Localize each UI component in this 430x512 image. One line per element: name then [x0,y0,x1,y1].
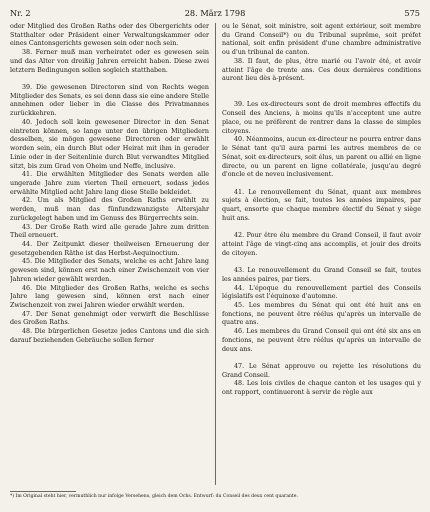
fr-article-48: 48. Les lois civiles de chaque canton et les usages qui y ont rapport, continueront à servir de règle aux [222,380,421,397]
fr-article-46: 46. Les membres du Grand Conseil qui ont été six ans en fonctions, ne peuvent être réélus qu'après un intervalle de deux ans. [222,328,421,353]
issue-number: Nr. 2 [10,8,31,18]
footnote-rule [10,491,76,492]
page-number: 575 [404,8,420,18]
de-article-47: 47. Der Senat genehmigt oder verwirft die Beschlüsse des Großen Raths. [10,310,209,327]
german-column [10,23,209,489]
de-article-46: 46. Die Mitglieder des Großen Raths, welche es sechs Jahre lang gewesen sind, können erst nach einer Zwischenzeit von zwei Jahren wieder erwählt werden. [10,284,209,309]
fr-article-47: 47. Le Sénat approuve ou rejette les résolutions du Grand Conseil. [222,363,421,379]
fr-article-38: 38. Il faut, de plus, être marié ou l'avoir été, et avoir atteint l'âge de trente ans. Ces deux dernières conditions auront lieu dès à-présent. [222,57,421,83]
de-article-44: 44. Der Zeitpunkt dieser theilweisen Erneuerung der gesetzgebenden Räthe ist das Herbst-Aequinoctium. [10,240,209,257]
de-article-39: 39. Die gewesenen Directoren sind von Rechts wegen Mitglieder des Senats, es sei denn dass sie eine andere Stelle annehmen oder lieber in die Classe des Privatmannes zurückkehren. [10,84,209,118]
fr-article-40: 40. Néanmoins, aucun ex-directeur ne pourra entrer dans le Sénat tant qu'il aura parmi les autres membres de ce Sénat, soit ex-directeurs, soit élus, un parent ou allié en ligne directe, ou un parent en ligne collatérale, jusqu'au degré d'oncle et de neveu inclusivement. [222,136,421,179]
de-article-48: 48. Die bürgerlichen Gesetze jedes Cantons und die sich darauf beziehenden Gebräuche sollen ferner [10,328,209,344]
page-date: 28. März 1798 [184,8,246,18]
page-header [10,7,420,19]
fr-article-41: 41. Le renouvellement du Sénat, quant aux membres sujets à élection, se fait, toutes les années impaires, par quart, ensorte que chaque membre électif du Sénat y siège huit ans. [222,188,421,222]
fr-article-44: 44. L'époque du renouvellement partiel des Conseils législatifs est l'équinoxe d'automne. [222,284,421,301]
footnote-text: *) Im Original steht hier, vermuthlich nur infolge Versehens, gleich dem Ochs. Entwurf: du Conseil des deux cent quarante. [10,494,298,499]
french-column [222,23,421,489]
de-article-38: 38. Ferner muß man verheiratet oder es gewesen sein und das Alter von dreißig Jahren erreicht haben. Diese zwei letztern Bedingungen sollen sogleich statthaben. [10,49,209,74]
de-article-43: 43. Der Große Rath wird alle gerade Jahre zum dritten Theil erneuert. [10,223,209,240]
de-paragraph-continued: oder Mitglied des Großen Raths oder des Obergerichts oder Statthalter oder Präsident einer Verwaltungskammer oder eines Cantonsgerichts gewesen sein oder noch sein. [10,23,209,48]
fr-article-42: 42. Pour être élu membre du Grand Conseil, il faut avoir atteint l'âge de vingt-cinq ans accomplis, et jouir des droits de citoyen. [222,232,421,257]
de-article-40: 40. Jedoch soll kein gewesener Director in den Senat eintreten können, so lange unter den übrigen Mitgliedern desselben, sie mögen gewesene Directoren oder erwählt worden sein, ein durch Blut oder Heirat mit ihm in gerader Linie oder in der Seitenlinie durch Blut verwandtes Mitglied sitzt, bis zum Grad von Oheim und Neffe, inclusive. [10,118,209,170]
footnote [10,494,420,500]
de-article-41: 41. Die erwählten Mitglieder des Senats werden alle ungerade Jahre zum vierten Theil erneuert, sodass jedes erwählte Mitglied acht Jahre lang diese Stelle bekleidet. [10,171,209,196]
fr-article-43: 43. Le renouvellement du Grand Conseil se fait, toutes les années paires, par tiers. [222,267,421,283]
de-article-45: 45. Die Mitglieder des Senats, welche es acht Jahre lang gewesen sind, können erst nach einer Zwischenzeit von vier Jahren wieder gewählt werden. [10,258,209,283]
de-article-42: 42. Um als Mitglied des Großen Raths erwählt zu werden, muß man das fünfundzwanzigste Altersjahr zurückgelegt haben und im Genuss des Bürgerrechts sein. [10,197,209,222]
fr-article-39: 39. Les ex-directeurs sont de droit membres effectifs du Conseil des Anciens, à moins qu'ils n'acceptent une autre place, ou ne préfèrent de rentrer dans la classe de simples citoyens. [222,101,421,135]
fr-article-45: 45. Les membres du Sénat qui ont été huit ans en fonctions, ne peuvent être réélus qu'après un intervalle de quatre ans. [222,302,421,327]
fr-paragraph-continued: ou le Sénat, soit ministre, soit agent extérieur, soit membre du Grand Conseil*) ou du Tribunal suprême, soit préfet national, soit enfin président d'une chambre administrative ou d'un tribunal de canton. [222,23,421,57]
column-divider [215,23,216,485]
